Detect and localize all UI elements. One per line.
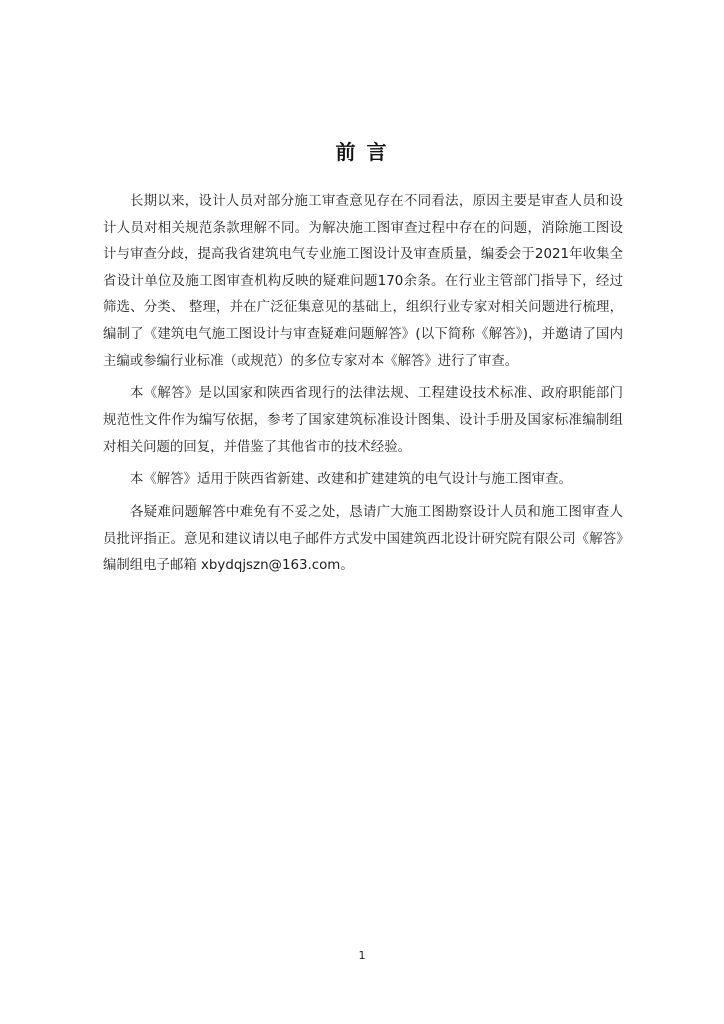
- paragraph-background: 长期以来，设计人员对部分施工审查意见存在不同看法，原因主要是审查人员和设计人员对相关规范条款理解不同。为解决施工图审查过程中存在的问题，消除施工图设计与审查分歧，提高我省建筑电气专业施工图设计及审查质量，编委会于2021年收集全省设计单位及施工图审查机构反映的疑难问题170余条。在行业主管部门指导下，经过筛选、分类、 整理，并在广泛征集意见的基础上，组织行业专家对相关问题进行梳理，编制了《建筑电气施工图设计与审查疑难问题解答》(以下简称《解答》)，并邀请了国内主编或参编行业标准（或规范）的多位专家对本《解答》进行了审查。: [103, 194, 623, 369]
- preface-body: [103, 189, 623, 586]
- paragraph-scope: 本《解答》适用于陕西省新建、改建和扩建建筑的电气设计与施工图审查。: [130, 472, 572, 488]
- page-number: 1: [358, 949, 366, 962]
- page-title: 前 言: [335, 140, 389, 164]
- paragraph-basis: 本《解答》是以国家和陕西省现行的法律法规、工程建设技术标准、政府职能部门规范性文件作为编写依据，参考了国家建筑标准设计图集、设计手册及国家标准编制组对相关问题的回复，并借鉴了其他省市的技术经验。: [103, 386, 623, 455]
- paragraph-feedback: 各疑难问题解答中难免有不妥之处，恳请广大施工图勘察设计人员和施工图审查人员批评指正。意见和建议请以电子邮件方式发中国建筑西北设计研究院有限公司《解答》编制组电子邮箱 xbydqjszn@163.com。: [103, 505, 623, 574]
